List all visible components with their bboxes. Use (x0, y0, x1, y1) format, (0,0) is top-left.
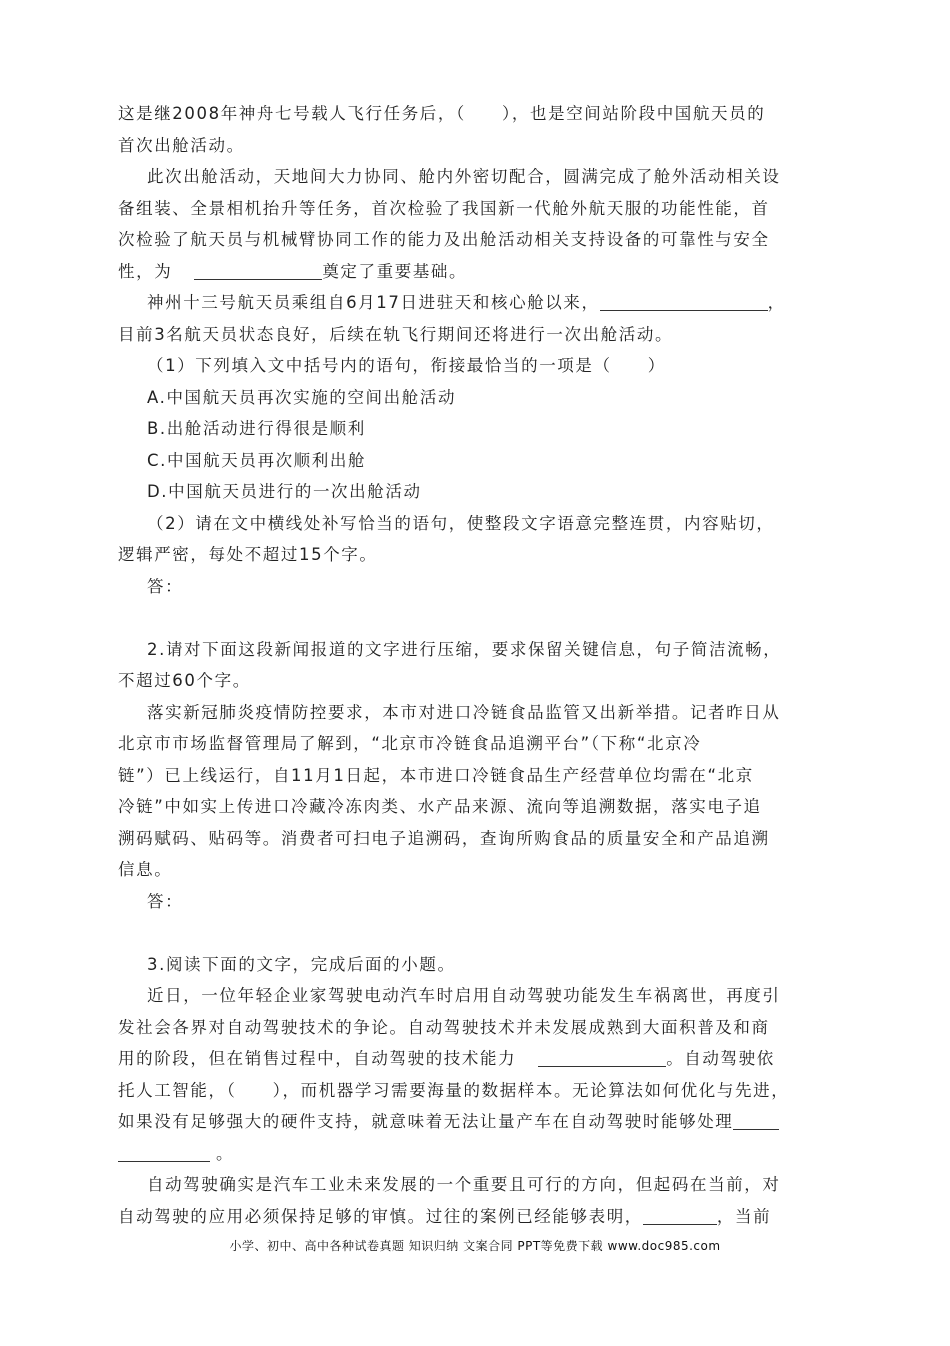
text-line: 落实新冠肺炎疫情防控要求，本市对进口冷链食品监管又出新举措。记者昨日从 (147, 702, 781, 722)
text-line (118, 1106, 830, 1138)
text-line: 北京市市场监督管理局了解到，“北京市冷链食品追溯平台”（下称“北京冷 (118, 734, 702, 753)
option-d: D.中国航天员进行的一次出舱活动 (147, 482, 422, 501)
text-line: 链”）已上线运行，自11月1日起，本市进口冷链食品生产经营单位均需在“北京 (118, 765, 754, 785)
text-segment: ，当前 (716, 1206, 772, 1226)
text-segment: 性，为 (118, 261, 173, 281)
question-heading-3: 3.阅读下面的文字，完成后面的小题。 (147, 954, 456, 974)
answer-label: 答： (147, 576, 184, 596)
text-segment: 用的阶段，但在销售过程中，自动驾驶的技术能力 (118, 1049, 517, 1068)
text-line: 逻辑严密，每处不超过15个字。 (118, 545, 378, 564)
fill-blank[interactable] (733, 1111, 779, 1130)
text-line: 托人工智能，（ ），而机器学习需要海量的数据样本。无论算法如何优化与先进， (118, 1080, 790, 1100)
text-line: 此次出舱活动，天地间大力协同、舱内外密切配合，圆满完成了舱外活动相关设 (147, 167, 781, 186)
text-line (118, 1201, 830, 1233)
spacer (118, 602, 830, 634)
fill-blank[interactable] (538, 1048, 666, 1067)
text-line: 目前3名航天员状态良好，后续在轨飞行期间还将进行一次出舱活动。 (118, 324, 674, 344)
page-footer: 小学、初中、高中各种试卷真题 知识归纳 文案合同 PPT等免费下载 www.doc985.com (229, 1239, 721, 1253)
text-line: 溯码赋码、贴码等。消费者可扫电子追溯码，查询所购食品的质量安全和产品追溯 (118, 828, 770, 848)
fill-blank[interactable] (600, 292, 768, 311)
text-segment: 如果没有足够强大的硬件支持，就意味着无法让量产车在自动驾驶时能够处理 (118, 1112, 734, 1131)
text-line: 近日，一位年轻企业家驾驶电动汽车时启用自动驾驶功能发生车祸离世，再度引 (147, 986, 781, 1005)
document-body (118, 98, 830, 1232)
text-line: 发社会各界对自动驾驶技术的争论。自动驾驶技术并未发展成熟到大面积普及和商 (118, 1017, 770, 1037)
option-a: A.中国航天员再次实施的空间出舱活动 (147, 387, 457, 407)
option-b: B.出舱活动进行得很是顺利 (147, 419, 366, 438)
question-1: （1）下列填入文中括号内的语句，衔接最恰当的一项是（ ） (147, 356, 666, 375)
text-segment: 奠定了重要基础。 (322, 261, 468, 281)
text-segment: 自动驾驶的应用必须保持足够的审慎。过往的案例已经能够表明， (118, 1206, 643, 1226)
text-line: 自动驾驶确实是汽车工业未来发展的一个重要且可行的方向，但起码在当前，对 (147, 1175, 781, 1194)
question-2: （2）请在文中横线处补写恰当的语句，使整段文字语意完整连贯，内容贴切， (147, 513, 775, 533)
fill-blank[interactable] (643, 1206, 717, 1225)
text-line: 这是继2008年神舟七号载人飞行任务后，（ ），也是空间站阶段中国航天员的 (118, 104, 766, 123)
text-line (118, 287, 830, 319)
text-line (118, 1138, 830, 1170)
text-line (118, 256, 830, 288)
question-heading-2: 2.请对下面这段新闻报道的文字进行压缩，要求保留关键信息，句子简洁流畅， (147, 639, 782, 659)
text-segment: ， (767, 293, 786, 312)
text-segment: 。 (216, 1143, 235, 1163)
fill-blank[interactable] (194, 261, 322, 280)
text-line: 首次出舱活动。 (118, 135, 245, 155)
text-line: 不超过60个字。 (118, 671, 251, 690)
text-line: 次检验了航天员与机械臂协同工作的能力及出舱活动相关支持设备的可靠性与安全 (118, 230, 770, 249)
text-line: 冷链”中如实上传进口冷藏冷冻肉类、水产品来源、流向等追溯数据，落实电子追 (118, 797, 762, 816)
option-c: C.中国航天员再次顺利出舱 (147, 450, 367, 470)
text-line: 备组装、全景相机抬升等任务，首次检验了我国新一代舱外航天服的功能性能，首 (118, 198, 770, 218)
text-segment: 神州十三号航天员乘组自6月17日进驻天和核心舱以来， (147, 293, 600, 312)
fill-blank[interactable] (118, 1143, 210, 1162)
text-line: 信息。 (118, 860, 173, 879)
text-segment: 。自动驾驶依 (666, 1049, 775, 1068)
answer-label: 答： (147, 891, 184, 911)
text-line (118, 1043, 830, 1075)
spacer (118, 917, 830, 949)
